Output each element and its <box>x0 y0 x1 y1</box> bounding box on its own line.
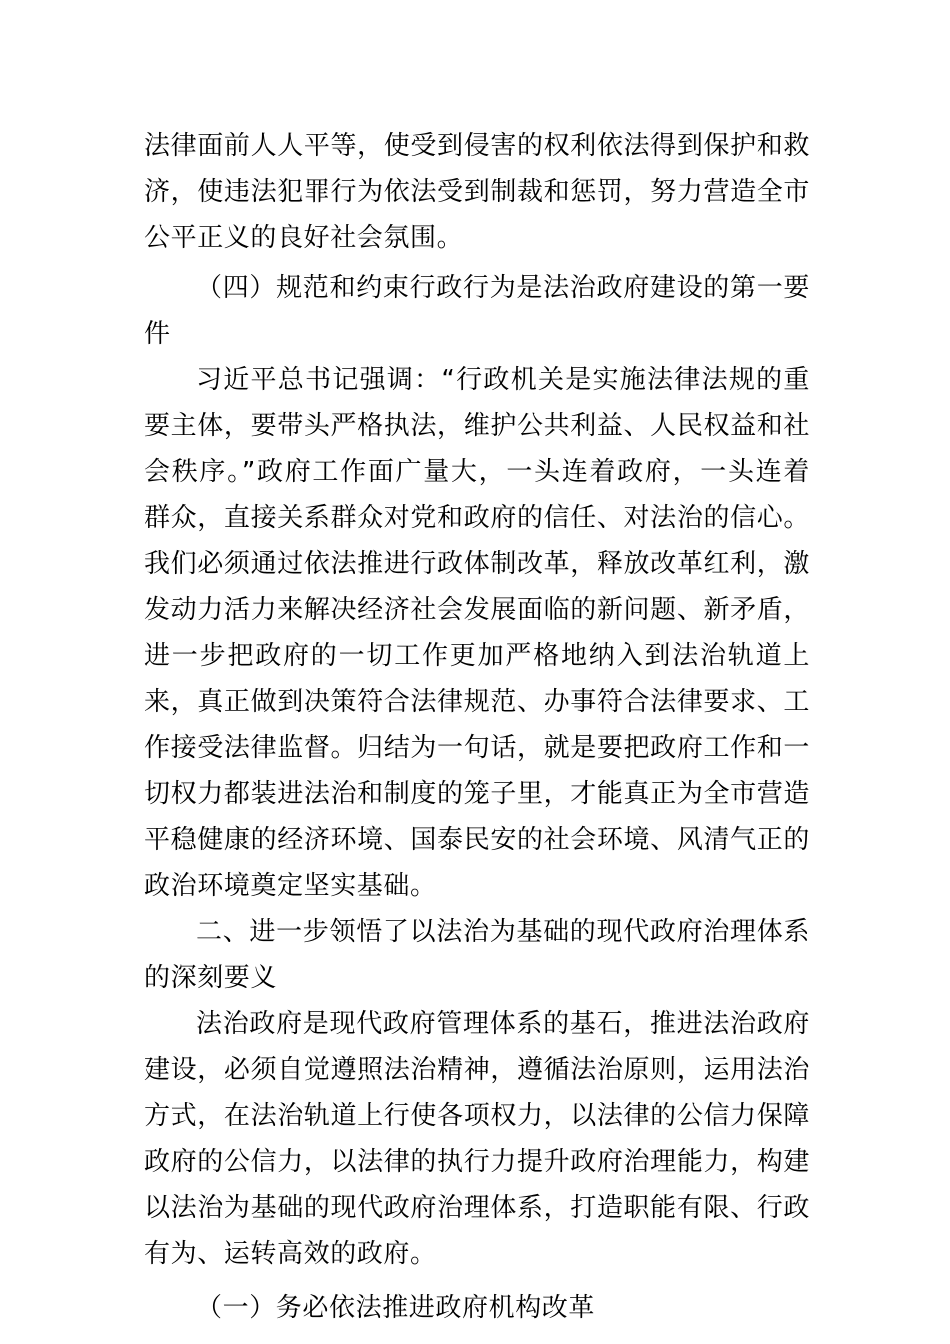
paragraph-equality: 法律面前人人平等，使受到侵害的权利依法得到保护和救济，使违法犯罪行为依法受到制裁和惩罚，努力营造全市公平正义的良好社会氛围。 <box>144 131 810 253</box>
paragraph-administrative-conduct: 习近平总书记强调：“行政机关是实施法律法规的重要主体，要带头严格执法，维护公共利益、人民权益和社会秩序。”政府工作面广量大，一头连着政府，一头连着群众，直接关系群众对党和政府的信任、对法治的信心。我们必须通过依法推进行政体制改革，释放改革红利，激发动力活力来解决经济社会发展面临的新问题、新矛盾，进一步把政府的一切工作更加严格地纳入到法治轨道上来，真正做到决策符合法律规范、办事符合法律要求、工作接受法律监督。归结为一句话，就是要把政府工作和一切权力都装进法治和制度的笼子里，才能真正为全市营造平稳健康的经济环境、国泰民安的社会环境、风清气正的政治环境奠定坚实基础。 <box>144 365 810 901</box>
section-heading-1: （一）务必依法推进政府机构改革 <box>196 1293 596 1323</box>
paragraph-rule-of-law-government: 法治政府是现代政府管理体系的基石，推进法治政府建设，必须自觉遵照法治精神，遵循法治原则，运用法治方式，在法治轨道上行使各项权力，以法律的公信力保障政府的公信力，以法律的执行力提升政府治理能力，构建以法治为基础的现代政府治理体系，打造职能有限、行政有为、运转高效的政府。 <box>144 1009 810 1269</box>
document-page <box>144 123 810 1331</box>
chapter-heading-2: 二、进一步领悟了以法治为基础的现代政府治理体系的深刻要义 <box>144 917 810 993</box>
section-heading-4: （四）规范和约束行政行为是法治政府建设的第一要件 <box>144 273 810 349</box>
